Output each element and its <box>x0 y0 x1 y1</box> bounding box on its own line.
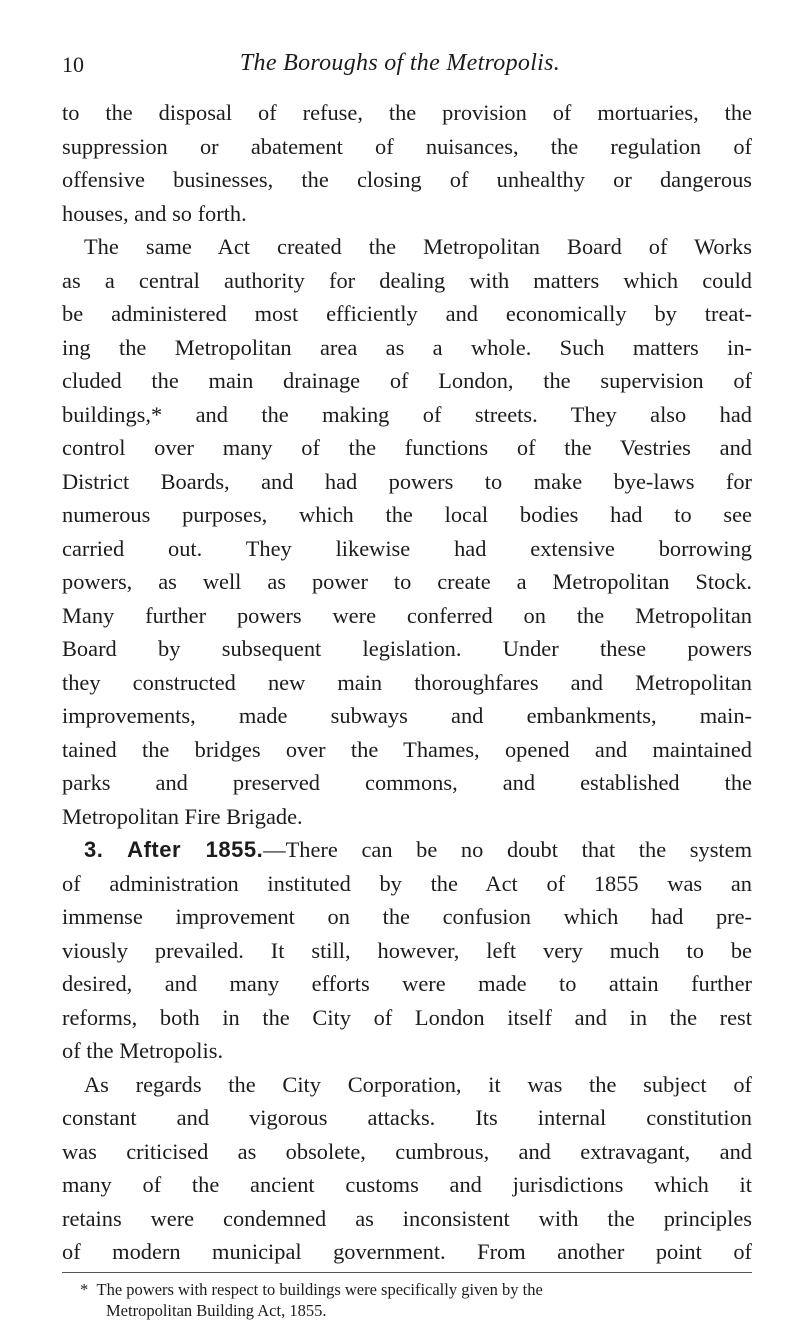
text-fragment: —There can be no doubt that the system <box>263 837 752 862</box>
text-line: offensive businesses, the closing of unhealthy or dangerous <box>62 167 752 192</box>
footnote-line <box>80 1279 752 1300</box>
text-line: be administered most efficiently and economically by treat- <box>62 301 752 326</box>
page-number: 10 <box>62 52 84 77</box>
text-line: houses, and so forth. <box>62 200 247 226</box>
text-line: improvements, made subways and embankments, main- <box>62 703 752 728</box>
text-line: control over many of the functions of the Vestries and <box>62 435 752 460</box>
text-line: constant and vigorous attacks. Its internal constitution <box>62 1105 752 1130</box>
footnote <box>80 1279 752 1321</box>
text-line: to the disposal of refuse, the provision of mortuaries, the <box>62 100 752 125</box>
text-line: of modern municipal government. From another point of <box>62 1239 752 1264</box>
text-line: The same Act created the Metropolitan Board of Works <box>84 234 752 259</box>
footnote-ref-word: buildings,* <box>62 401 163 427</box>
text-line: numerous purposes, which the local bodies had to see <box>62 502 752 527</box>
text-line: of administration instituted by the Act of 1855 was an <box>62 870 752 896</box>
text-line: they constructed new main thoroughfares and Metropolitan <box>62 669 752 695</box>
text-line: viously prevailed. It still, however, left very much to be <box>62 937 752 963</box>
footnote-rule <box>62 1272 752 1273</box>
text-line <box>62 398 752 432</box>
text-line: retains were condemned as inconsistent with the principles <box>62 1205 752 1231</box>
text-line <box>62 833 752 867</box>
text-line: immense improvement on the confusion which had pre- <box>62 904 752 929</box>
text-line: Many further powers were conferred on the Metropolitan <box>62 602 752 628</box>
footnote-marker: * <box>80 1280 89 1299</box>
text-fragment: and the making of streets. They also had <box>195 401 752 427</box>
text-line: carried out. They likewise had extensive borrowing <box>62 535 752 561</box>
text-line: cluded the main drainage of London, the supervision of <box>62 368 752 393</box>
text-line: Board by subsequent legislation. Under these powers <box>62 636 752 661</box>
running-title: The Boroughs of the Metropolis. <box>239 50 561 76</box>
text-line: many of the ancient customs and jurisdictions which it <box>62 1172 752 1197</box>
text-line: Metropolitan Fire Brigade. <box>62 803 303 829</box>
body-text <box>62 96 752 1269</box>
text-line: District Boards, and had powers to make bye-laws for <box>62 468 752 494</box>
footnote-line: Metropolitan Building Act, 1855. <box>106 1301 327 1320</box>
footnote-text: The powers with respect to buildings were specifically given by the <box>96 1280 543 1299</box>
text-line: As regards the City Corporation, it was the subject of <box>84 1071 752 1097</box>
text-line: parks and preserved commons, and established the <box>62 770 752 795</box>
text-line: reforms, both in the City of London itself and in the rest <box>62 1004 752 1030</box>
text-line: as a central authority for dealing with matters which could <box>62 267 752 293</box>
text-line: suppression or abatement of nuisances, the regulation of <box>62 133 752 159</box>
text-line: ing the Metropolitan area as a whole. Such matters in- <box>62 334 752 360</box>
text-line: of the Metropolis. <box>62 1038 224 1063</box>
text-line: tained the bridges over the Thames, opened and maintained <box>62 736 752 762</box>
text-line: was criticised as obsolete, cumbrous, and extravagant, and <box>62 1138 752 1164</box>
section-heading: 3. After 1855. <box>84 837 264 862</box>
text-line: powers, as well as power to create a Metropolitan Stock. <box>62 569 752 594</box>
text-line: desired, and many efforts were made to attain further <box>62 971 752 996</box>
